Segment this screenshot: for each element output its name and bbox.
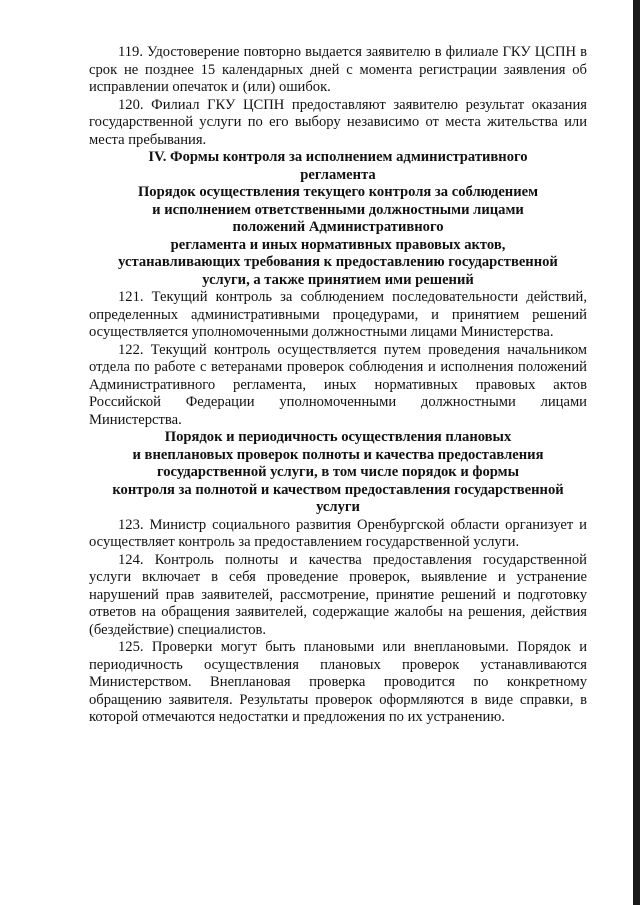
heading-line: услуги <box>316 499 360 515</box>
paragraph-124: 124. Контроль полноты и качества предоставления государственной услуги включает в себя проведение проверок, выявление и устранение нарушений прав заявителей, рассмотрение, принятие решений и подготовку ответов на обращения заявителей, содержащие жалобы на решения, действия (бездействие) специалистов. <box>89 551 587 638</box>
heading-line: Порядок осуществления текущего контроля за соблюдением <box>137 184 539 200</box>
heading-line: IV. Формы контроля за исполнением административного <box>148 149 528 165</box>
paragraph-119: 119. Удостоверение повторно выдается заявителю в филиале ГКУ ЦСПН в срок не позднее 15 календарных дней с момента регистрации заявления об исправлении опечаток и (или) ошибок. <box>89 44 587 95</box>
heading-line: государственной услуги, в том числе порядок и формы <box>156 464 519 480</box>
heading-line: и внеплановых проверок полноты и качества предоставления <box>132 446 544 463</box>
scan-page-edge <box>633 0 640 905</box>
heading-line: устанавливающих требования к предоставлению государственной <box>118 254 558 270</box>
heading-line: положений Административного <box>232 219 444 235</box>
section-heading-iv <box>89 149 587 184</box>
subheading-inspections <box>89 429 587 517</box>
paragraph-121: 121. Текущий контроль за соблюдением последовательности действий, определенных административными процедурами, и принятием решений осуществляется уполномоченными должностными лицами Министерства. <box>89 289 587 340</box>
heading-line: услуги, а также принятием ими решений <box>202 271 474 288</box>
paragraph-125: 125. Проверки могут быть плановыми или внеплановыми. Порядок и периодичность осуществления плановых проверок устанавливаются Министерством. Внеплановая проверка проводится по конкретному обращению заявителя. Результаты проверок оформляются в виде справки, в которой отмечаются недостатки и предложения по их устранению. <box>89 639 587 725</box>
paragraph-122: 122. Текущий контроль осуществляется путем проведения начальником отдела по работе с ветеранами проверок соблюдения и исполнения положений Административного регламента, иных нормативных правовых актов Российской Федерации уполномоченными должностными лицами Министерства. <box>89 341 587 428</box>
document-page <box>89 44 587 727</box>
subheading-current-control <box>89 184 587 289</box>
heading-line: регламента <box>300 166 376 183</box>
heading-line: и исполнением ответственными должностными лицами <box>152 201 524 218</box>
paragraph-123: 123. Министр социального развития Оренбургской области организует и осуществляет контроль за предоставлением государственной услуги. <box>89 516 587 550</box>
heading-line: контроля за полнотой и качеством предоставления государственной <box>112 481 564 498</box>
heading-line: Порядок и периодичность осуществления плановых <box>164 429 512 445</box>
paragraph-120: 120. Филиал ГКУ ЦСПН предоставляют заявителю результат оказания государственной услуги по его выбору независимо от места жительства или места пребывания. <box>89 96 587 148</box>
heading-line: регламента и иных нормативных правовых актов, <box>170 236 506 253</box>
